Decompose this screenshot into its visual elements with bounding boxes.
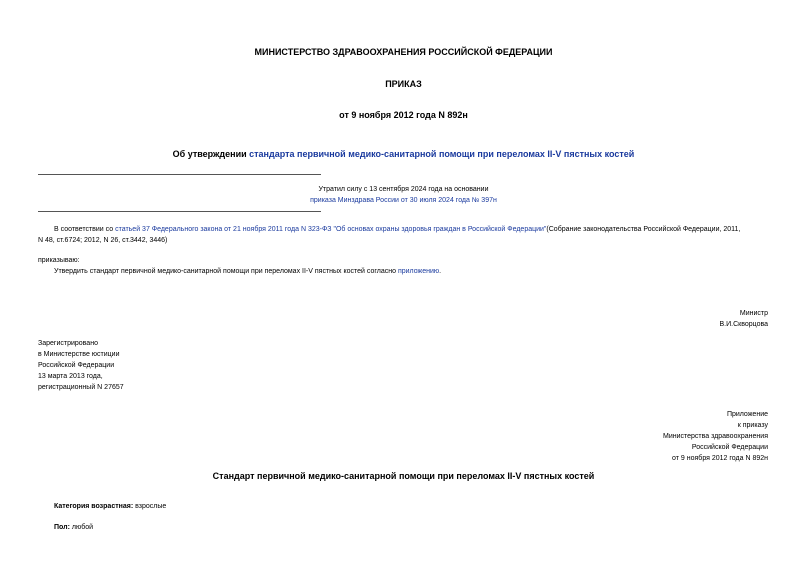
order-title-prefix: Об утверждении [172, 149, 250, 159]
age-category-row [54, 501, 166, 512]
order-date: от 9 ноября 2012 года N 892н [339, 110, 468, 120]
approve-text: Утвердить стандарт первичной медико-санитарной помощи при переломах II-V пястных костей согласно [54, 268, 398, 275]
approve-paragraph [54, 266, 441, 277]
age-category-value: взрослые [133, 503, 167, 510]
standard-title: Стандарт первичной медико-санитарной помощи при переломах II-V пястных костей [212, 471, 595, 481]
repeal-order-link[interactable]: приказа Минздрава России от 30 июля 2024 года № 397н [310, 197, 497, 204]
appendix-line: Приложение [726, 411, 768, 418]
approve-text-end: . [439, 268, 442, 275]
appendix-line: к приказу [737, 422, 768, 429]
repeal-notice-line1: Утратил силу с 13 сентября 2024 года на основании [318, 186, 489, 193]
signature-position: Министр [739, 310, 768, 317]
ministry-heading: МИНИСТЕРСТВО ЗДРАВООХРАНЕНИЯ РОССИЙСКОЙ ФЕДЕРАЦИИ [254, 47, 553, 57]
divider-top [38, 174, 321, 175]
basis-paragraph [54, 224, 774, 235]
basis-paragraph-line2: N 48, ст.6724; 2012, N 26, ст.3442, 3446) [38, 237, 168, 244]
registration-line: Зарегистрировано [38, 340, 98, 347]
age-category-label: Категория возрастная: [54, 503, 134, 510]
order-heading: ПРИКАЗ [385, 79, 422, 89]
basis-text-end: (Собрание законодательства Российской Федерации, 2011, [546, 226, 741, 233]
basis-text-start: В соответствии со [54, 226, 116, 233]
standard-link[interactable]: стандарта первичной медико-санитарной помощи при переломах II-V пястных костей [249, 149, 635, 159]
signature-name: В.И.Скворцова [719, 321, 768, 328]
divider-bottom [38, 211, 321, 212]
repeal-notice-line2 [0, 195, 807, 206]
orders-word: приказываю: [38, 257, 80, 264]
order-title [0, 148, 807, 160]
registration-line: Российской Федерации [38, 362, 115, 369]
registration-line: в Министерстве юстиции [38, 351, 120, 358]
appendix-block [520, 409, 768, 464]
registration-block [38, 338, 124, 393]
appendix-line: Министерства здравоохранения [663, 433, 768, 440]
sex-label: Пол: [54, 524, 70, 531]
sex-row [54, 522, 93, 533]
federal-law-link[interactable]: статьей 37 Федерального закона от 21 ноября 2011 года N 323-ФЗ "Об основах охраны здоровья граждан в Российской Федерации" [115, 226, 547, 233]
appendix-line: Российской Федерации [691, 444, 768, 451]
appendix-line: от 9 ноября 2012 года N 892н [672, 455, 768, 462]
appendix-link[interactable]: приложению [397, 268, 440, 275]
sex-value: любой [69, 524, 94, 531]
registration-line: 13 марта 2013 года, [38, 373, 103, 380]
registration-line: регистрационный N 27657 [38, 384, 124, 391]
